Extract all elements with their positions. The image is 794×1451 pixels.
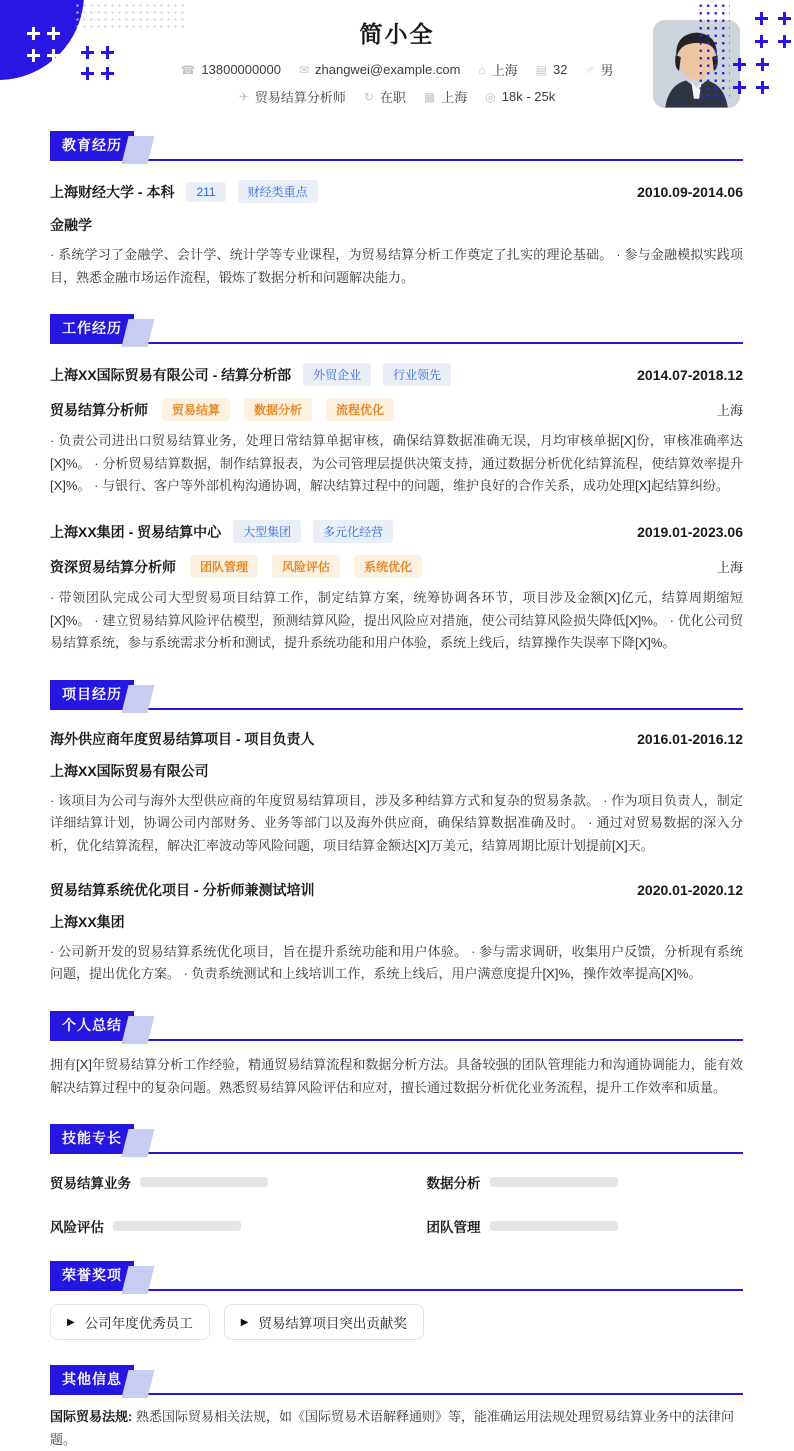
status-icon: ↻ xyxy=(363,89,374,104)
work-location: 上海 xyxy=(716,560,743,576)
section-skills xyxy=(50,1124,743,1236)
location xyxy=(478,60,517,79)
work-description: · 带领团队完成公司大型贸易项目结算工作，制定结算方案，统筹协调各环节，项目涉及金额[X]亿元，结算周期缩短[X]%。 · 建立贸易结算风险评估模型，预测结算风险，提出风险应对措施，使公司结算风险损失降低[X]%。 · 优化公司贸易结算系统，参与系统需求分析和测试，提升系统功能和用户体验，系统上线后，结算操作失误率下降[X]%。 xyxy=(50,590,743,651)
section-header xyxy=(50,1261,743,1291)
skill-bar xyxy=(113,1221,241,1231)
triangle-bullet-icon: ▶ xyxy=(67,1316,75,1328)
section-work xyxy=(50,314,743,655)
section-header xyxy=(50,680,743,710)
role-tag: 流程优化 xyxy=(326,398,394,421)
skill-bar xyxy=(490,1221,618,1231)
work-location: 上海 xyxy=(716,403,743,419)
candidate-name: 简小全 xyxy=(359,21,435,47)
project-date: 2016.01-2016.12 xyxy=(637,730,743,747)
honor-label: 贸易结算项目突出贡献奖 xyxy=(258,1316,407,1332)
company-tag: 行业领先 xyxy=(383,363,451,386)
education-date: 2010.09-2014.06 xyxy=(637,183,743,200)
role-tag: 系统优化 xyxy=(354,555,422,578)
honor-item xyxy=(224,1304,424,1340)
city-icon: ▦ xyxy=(423,89,436,104)
skill-name: 团队管理 xyxy=(426,1220,481,1236)
company-tag: 大型集团 xyxy=(233,520,301,543)
section-title-badge: 教育经历 xyxy=(50,131,134,159)
skill-item xyxy=(50,1172,367,1192)
other-info-line xyxy=(50,1406,743,1451)
job-title xyxy=(239,87,346,106)
skill-item xyxy=(427,1216,744,1236)
company-name: 上海XX集团 - 贸易结算中心 xyxy=(50,523,222,540)
email-value: zhangwei@example.com xyxy=(315,62,461,77)
skill-item xyxy=(427,1172,744,1192)
section-title-badge: 工作经历 xyxy=(50,314,134,342)
project-date: 2020.01-2020.12 xyxy=(637,881,743,898)
section-honors xyxy=(50,1261,743,1340)
job-title-icon: ✈ xyxy=(238,89,249,104)
honor-label: 公司年度优秀员工 xyxy=(84,1316,193,1332)
role-tag: 数据分析 xyxy=(244,398,312,421)
section-header xyxy=(50,1011,743,1041)
salary-icon: ◎ xyxy=(485,89,496,104)
school-tag: 211 xyxy=(186,182,225,202)
email-icon: ✉ xyxy=(298,62,309,77)
gender xyxy=(586,60,614,79)
honor-item xyxy=(50,1304,210,1340)
age-icon: ▤ xyxy=(535,62,548,77)
section-title-badge: 个人总结 xyxy=(50,1011,134,1039)
section-education xyxy=(50,131,743,289)
age xyxy=(536,60,568,79)
work-description: · 负责公司进出口贸易结算业务，处理日常结算单据审核，确保结算数据准确无误，月均审核单据[X]份，审核准确率达[X]%。 · 分析贸易结算数据，制作结算报表，为公司管理层提供决策支持，通过数据分析优化结算流程，使结算效率提升[X]%。 · 与银行、客户等外部机构沟通协调，解决结算过程中的问题，维护良好的合作关系，成功处理[X]起结算纠纷。 xyxy=(50,433,743,494)
honor-list xyxy=(50,1304,743,1340)
skill-bar xyxy=(490,1177,618,1187)
role-tag: 贸易结算 xyxy=(162,398,230,421)
section-title-badge: 荣誉奖项 xyxy=(50,1261,134,1289)
summary-text: 拥有[X]年贸易结算分析工作经验，精通贸易结算流程和数据分析方法。具备较强的团队管理能力和沟通协调能力，能有效解决结算过程中的复杂问题。熟悉贸易结算风险评估和应对，擅长通过数据分析优化业务流程，提升工作效率和质量。 xyxy=(50,1056,743,1095)
section-title-badge: 其他信息 xyxy=(50,1365,134,1393)
school-tag: 财经类重点 xyxy=(238,180,318,203)
project-name: 海外供应商年度贸易结算项目 - 项目负责人 xyxy=(50,730,315,747)
phone xyxy=(180,60,280,79)
age-value: 32 xyxy=(553,62,568,77)
work-city xyxy=(424,87,467,106)
education-description: · 系统学习了金融学、会计学、统计学等专业课程，为贸易结算分析工作奠定了扎实的理论基础。 · 参与金融模拟实践项目，熟悉金融市场运作流程，锻炼了数据分析和问题解决能力。 xyxy=(50,247,743,285)
project-entry-header xyxy=(50,729,743,749)
role-row xyxy=(50,398,743,421)
other-info-text: 熟悉国际贸易相关法规，如《国际贸易术语解释通则》等，能准确运用法规处理贸易结算业务中的法律问题。 xyxy=(50,1409,734,1447)
section-other xyxy=(50,1365,743,1451)
project-entry xyxy=(50,729,743,858)
section-header xyxy=(50,314,743,344)
company-name: 上海XX国际贸易有限公司 - 结算分析部 xyxy=(50,366,292,383)
company-tag: 外贸企业 xyxy=(303,363,371,386)
location-value: 上海 xyxy=(491,63,518,78)
role-tag: 团队管理 xyxy=(190,555,258,578)
section-header xyxy=(50,1124,743,1154)
skill-grid xyxy=(50,1172,743,1236)
role-tag: 风险评估 xyxy=(272,555,340,578)
salary-expectation xyxy=(485,87,555,106)
work-city-value: 上海 xyxy=(441,90,468,105)
role-row xyxy=(50,555,743,578)
skill-name: 贸易结算业务 xyxy=(50,1176,131,1192)
gender-value: 男 xyxy=(600,63,614,78)
contact-row-1 xyxy=(0,60,794,79)
job-status-value: 在职 xyxy=(379,90,406,105)
project-entry-header xyxy=(50,880,743,900)
section-title-badge: 技能专长 xyxy=(50,1124,134,1152)
project-company: 上海XX国际贸易有限公司 xyxy=(50,762,209,779)
resume-header xyxy=(0,0,794,106)
section-header xyxy=(50,1365,743,1395)
skill-bar xyxy=(140,1177,268,1187)
project-description: · 公司新开发的贸易结算系统优化项目，旨在提升系统功能和用户体验。 · 参与需求调研，收集用户反馈，分析现有系统问题，提出优化方案。 · 负责系统测试和上线培训工作，系统上线后，用户满意度提升[X]%，操作效率提高[X]%。 xyxy=(50,943,743,982)
contact-row-2 xyxy=(0,87,794,106)
resume-body xyxy=(0,131,794,1451)
role-name: 资深贸易结算分析师 xyxy=(50,558,176,575)
skill-item xyxy=(50,1216,367,1236)
project-company-row xyxy=(50,761,743,781)
skill-name: 数据分析 xyxy=(426,1176,481,1192)
triangle-bullet-icon: ▶ xyxy=(240,1316,249,1328)
phone-value: 13800000000 xyxy=(201,62,281,77)
work-date: 2019.01-2023.06 xyxy=(637,523,743,540)
project-description: · 该项目为公司与海外大型供应商的年度贸易结算项目，涉及多种结算方式和复杂的贸易条款。 · 作为项目负责人，制定详细结算计划，协调公司内部财务、业务等部门以及海外供应商，确保结算数据准确及时。 · 通过对贸易数据的深入分析，优化结算流程，解决汇率波动等风险问题，项目结算金额达[X]万美元，结算周期比原计划提前[X]天。 xyxy=(50,792,743,854)
section-header xyxy=(50,131,743,161)
gender-icon: ♂ xyxy=(585,62,595,77)
role-name: 贸易结算分析师 xyxy=(50,401,148,418)
education-entry-header xyxy=(50,180,743,203)
section-summary xyxy=(50,1011,743,1099)
job-status xyxy=(364,87,406,106)
skill-name: 风险评估 xyxy=(50,1220,104,1236)
work-entry-header xyxy=(50,520,743,543)
section-title-badge: 项目经历 xyxy=(50,680,134,708)
major-name: 金融学 xyxy=(50,217,92,233)
project-company: 上海XX集团 xyxy=(50,913,125,930)
work-entry xyxy=(50,520,743,655)
project-company-row xyxy=(50,912,743,932)
work-entry-header xyxy=(50,363,743,386)
phone-icon: ☎ xyxy=(180,62,196,77)
email xyxy=(299,60,461,79)
major-row xyxy=(50,215,743,235)
project-entry xyxy=(50,880,743,986)
school-name: 上海财经大学 - 本科 xyxy=(50,183,175,200)
project-name: 贸易结算系统优化项目 - 分析师兼测试培训 xyxy=(50,881,315,898)
salary-value: 18k - 25k xyxy=(501,89,556,104)
other-info-label: 国际贸易法规: xyxy=(50,1409,133,1425)
job-title-value: 贸易结算分析师 xyxy=(254,90,346,105)
company-tag: 多元化经营 xyxy=(313,520,393,543)
location-icon: ⌂ xyxy=(478,62,486,77)
work-date: 2014.07-2018.12 xyxy=(637,366,743,383)
work-entry xyxy=(50,363,743,498)
section-projects xyxy=(50,680,743,986)
